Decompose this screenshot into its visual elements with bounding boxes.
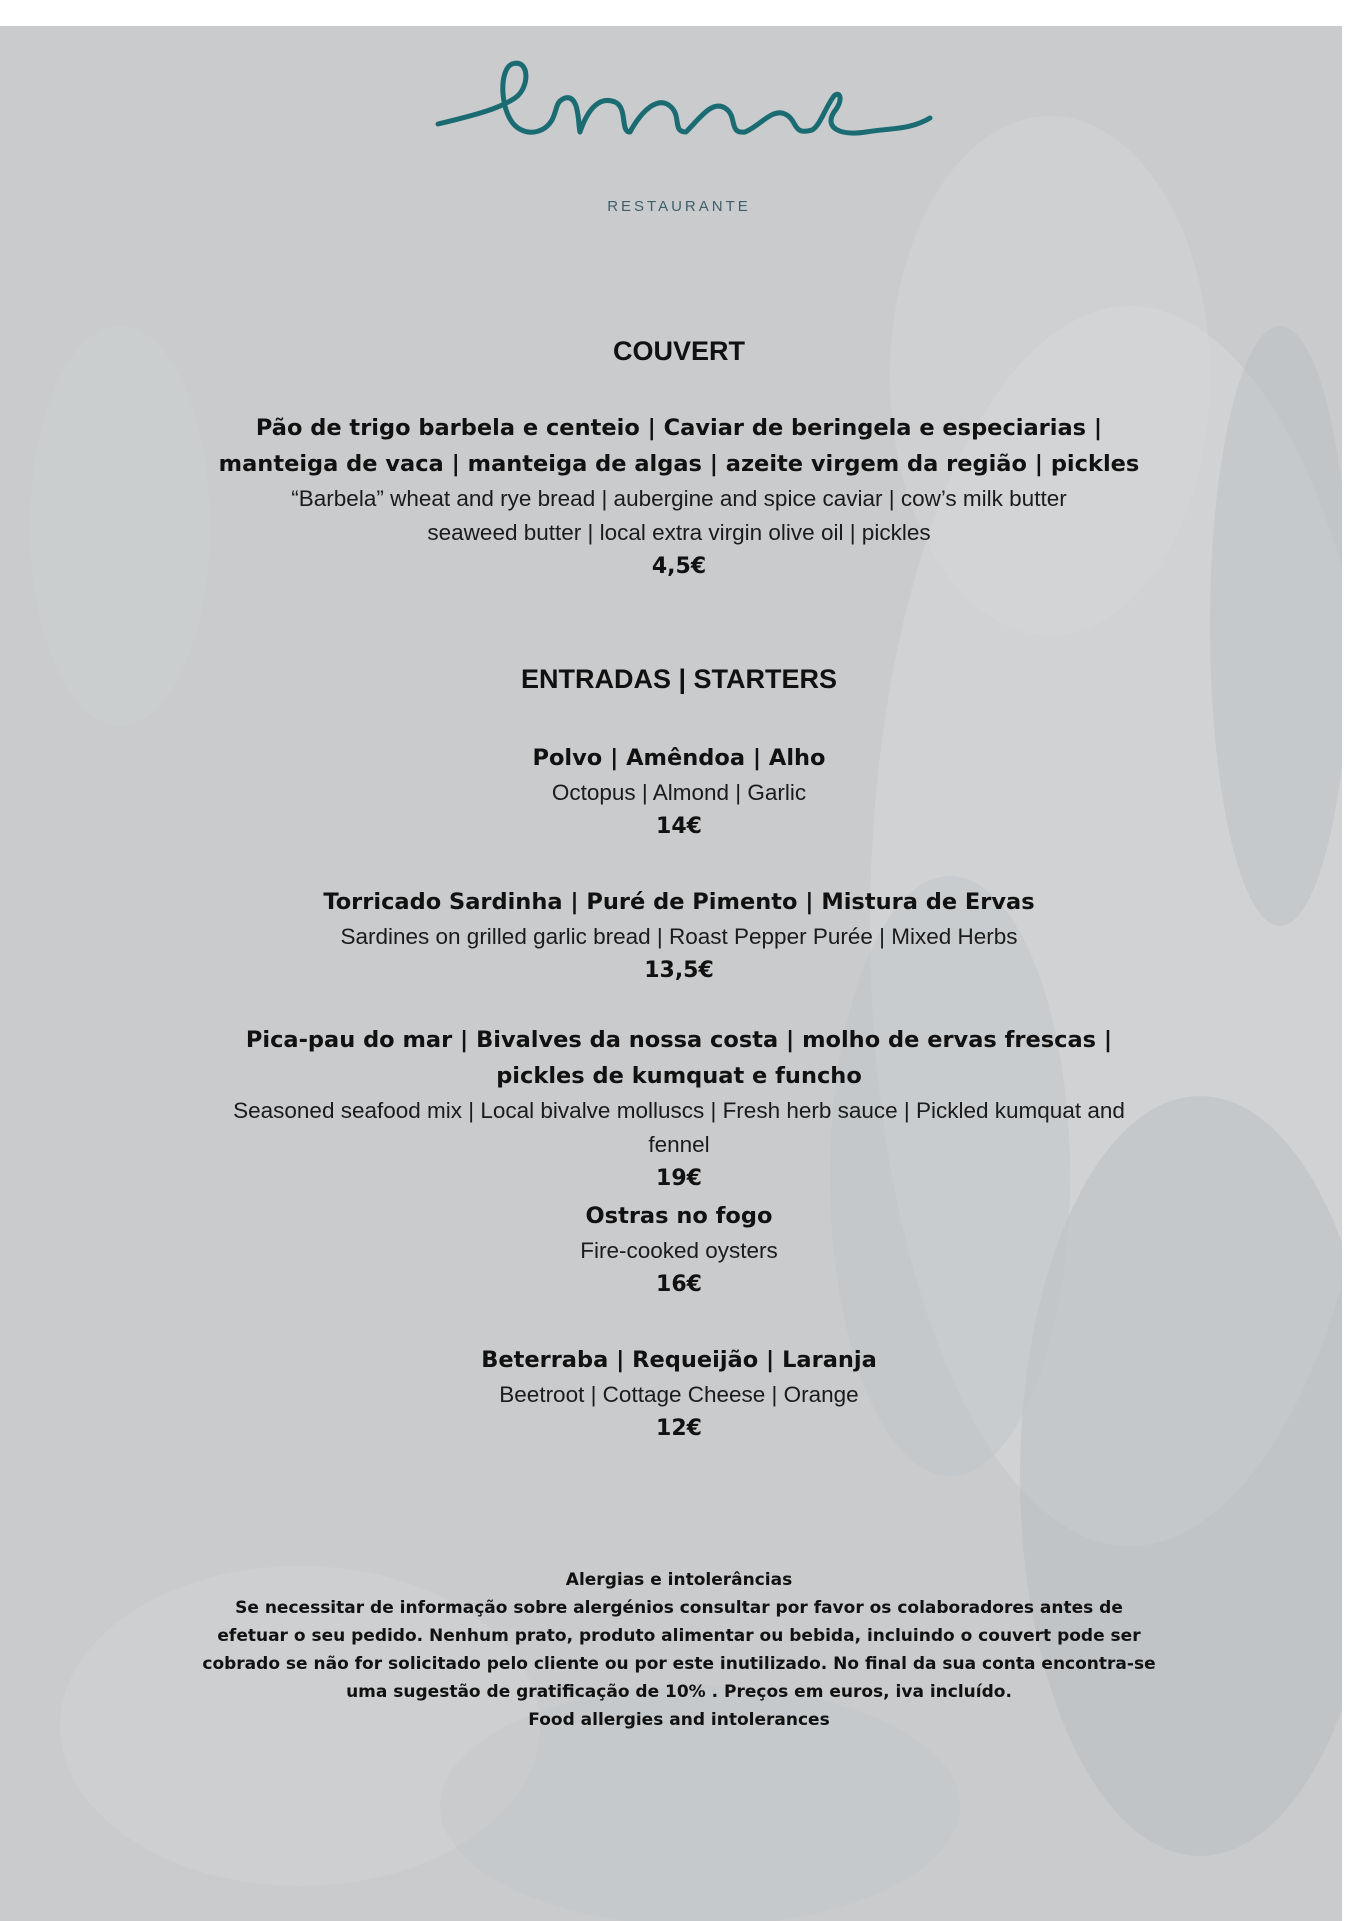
item-name-en: Octopus | Almond | Garlic (551, 780, 807, 805)
logo-signature-icon (420, 36, 1020, 166)
item-name-en: Fire-cooked oysters (580, 1238, 778, 1263)
menu-page (0, 26, 1358, 1921)
item-name-en: Sardines on grilled garlic bread | Roast Pepper Purée | Mixed Herbs (340, 924, 1018, 949)
restaurant-subtitle: RESTAURANTE (607, 198, 751, 215)
item-price: 16€ (656, 1272, 702, 1297)
item-name-en: seaweed butter | local extra virgin olive oil | pickles (427, 520, 931, 545)
item-name-pt: Ostras no fogo (585, 1203, 773, 1229)
starter-item (200, 740, 1158, 844)
item-name-pt: Torricado Sardinha | Puré de Pimento | Mistura de Ervas (323, 889, 1035, 915)
allergy-body: Se necessitar de informação sobre alergénios consultar por favor os colaboradores antes de efetuar o seu pedido. Nenhum prato, produto alimentar ou bebida, incluindo o couvert pode ser cobrado se não for solicitado pelo cliente ou por este inutilizado. No final da sua conta encontra-se uma sugestão de gratificação de 10% . Preços em euros, iva incluído. (202, 1598, 1156, 1702)
item-price: 12€ (656, 1416, 702, 1441)
section-title-starters: ENTRADAS | STARTERS (520, 664, 838, 694)
section-title-couvert: COUVERT (612, 336, 745, 366)
allergy-title: Alergias e intolerâncias (565, 1570, 793, 1590)
item-name-en: Beetroot | Cottage Cheese | Orange (499, 1382, 859, 1407)
allergy-notice (200, 1566, 1158, 1734)
starter-item (200, 1342, 1158, 1446)
item-name-en: “Barbela” wheat and rye bread | aubergine and spice caviar | cow’s milk butter (291, 486, 1067, 511)
item-name-pt: Polvo | Amêndoa | Alho (532, 745, 826, 771)
item-name-pt: Pão de trigo barbela e centeio | Caviar de beringela e especiarias | manteiga de vaca | manteiga de algas | azeite virgem da região | pickles (218, 415, 1140, 477)
menu-content (0, 26, 1358, 1921)
item-price: 14€ (656, 814, 702, 839)
item-price: 4,5€ (651, 554, 707, 579)
item-name-en: Seasoned seafood mix | Local bivalve molluscs | Fresh herb sauce | Pickled kumquat and fennel (233, 1098, 1125, 1157)
starter-item (200, 1022, 1158, 1196)
starter-item (200, 884, 1158, 988)
allergy-title-en: Food allergies and intolerances (528, 1710, 830, 1730)
starter-item (200, 1198, 1158, 1302)
couvert-item (200, 410, 1158, 584)
item-price: 19€ (656, 1166, 702, 1191)
item-name-pt: Beterraba | Requeijão | Laranja (481, 1347, 877, 1373)
item-price: 13,5€ (644, 958, 714, 983)
item-name-pt: Pica-pau do mar | Bivalves da nossa costa | molho de ervas frescas | pickles de kumquat e funcho (245, 1027, 1113, 1089)
